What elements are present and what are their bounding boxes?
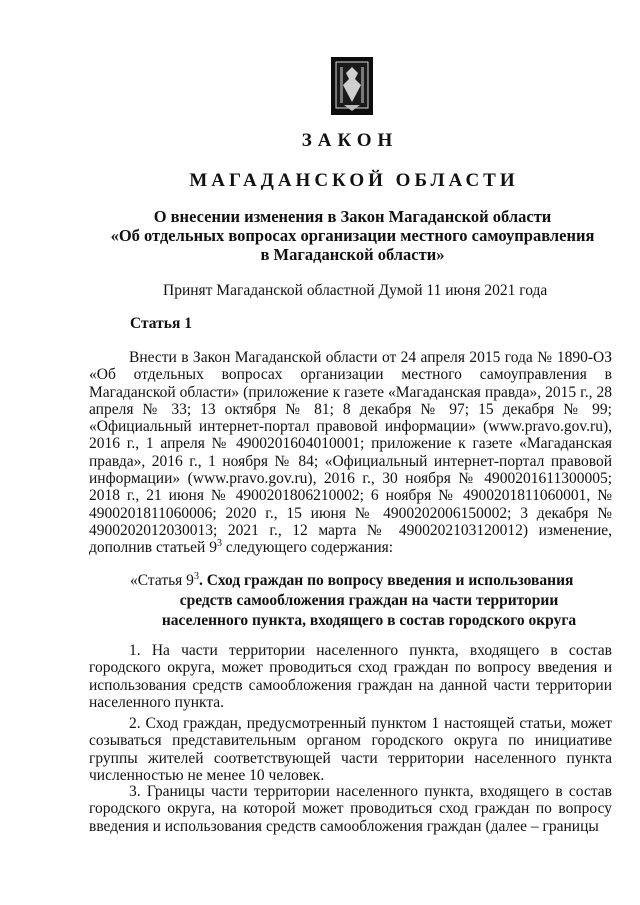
article-1-heading: Статья 1 [130,315,192,332]
article-1-text [89,349,612,557]
article-9-3-title: Сход граждан по вопросу введения и использования [206,572,574,589]
law-title: ЗАКОН [301,130,399,151]
article-9-3-dot: . [198,572,207,589]
article-9-3-paragraph-1: 1. На части территории населенного пункта, входящего в состав городского округа, может проводиться сход граждан по вопросу введения и использования средств самообложения граждан на данной части территории населенного пункта. [89,642,612,711]
article-9-3-paragraph-3: 3. Границы части территории населенного пункта, входящего в состав городского округа, на которой может проводиться сход граждан по вопросу введения и использования средств самообложения граждан (далее – границы [89,783,612,835]
article-9-3-title-line3: населенного пункта, входящего в состав городского округа [161,612,577,629]
adoption-note: Принят Магаданской областной Думой 11 июня 2021 года [163,282,548,299]
subject-line: в Магаданской области» [260,245,445,264]
coat-of-arms-icon [331,57,373,115]
article-9-3-prefix: «Статья 9 [130,572,194,589]
article-9-3-heading [130,571,608,631]
article-9-3-title-line2: средств самообложения граждан на части территории [179,592,559,609]
subject-line: «Об отдельных вопросах организации местного самоуправления [110,226,595,245]
law-subject [80,207,625,264]
subject-line: О внесении изменения в Закон Магаданской области [153,207,552,226]
article-9-3-paragraph-2: 2. Сход граждан, предусмотренный пунктом 1 настоящей статьи, может созываться представительным органом городского округа по инициативе группы жителей соответствующей части территории населенного пункта численностью не менее 10 человек. [89,715,612,784]
superscript: 3 [216,538,222,550]
article-1-ending: следующего содержания: [221,539,394,557]
superscript: 3 [193,570,199,582]
region-title: МАГАДАНСКОЙ ОБЛАСТИ [189,170,519,191]
article-1-body: Внести в Закон Магаданской области от 24 апреля 2015 года № 1890-ОЗ «Об отдельных вопросах организации местного самоуправления в Магаданской области» (приложение к газете «Магаданская правда», 2015 г., 28 апреля № 33; 13 октября № 81; 8 декабря № 97; 15 декабря № 99; «Официальный интернет-портал правовой информации» (www.pravo.gov.ru), 2016 г., 1 апреля № 4900201604010001; приложение к газете «Магаданская правда», 2016 г., 1 ноября № 84; «Официальный интернет-портал правовой информации» (www.pravo.gov.ru), 2016 г., 30 ноября № 4900201611300005; 2018 г., 21 июня № 4900201806210002; 6 ноября № 4900201811060001, № 4900201811060006; 2020 г., 15 июня № 4900202006150002; 3 декабря № 4900202012030013; 2021 г., 12 марта № 4900202103120012) изменение, дополнив статьей 9 [89,349,612,557]
